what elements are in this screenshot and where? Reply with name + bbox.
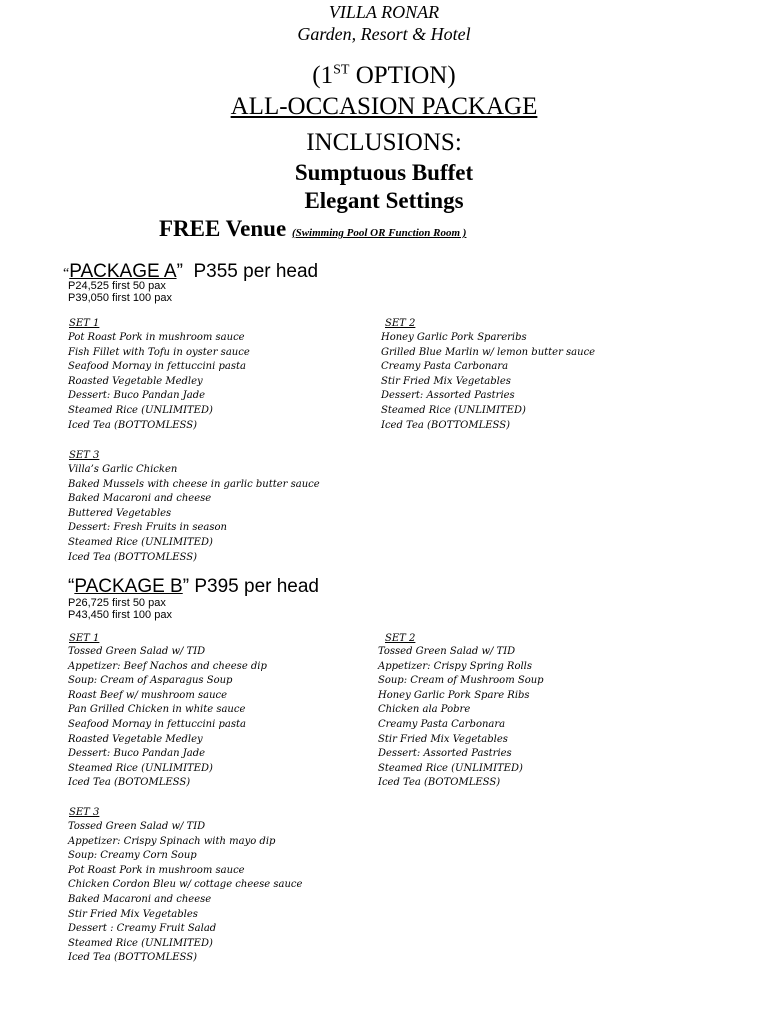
- package-b-set-1-label: SET 1: [69, 633, 100, 644]
- menu-item: Pot Roast Pork in mushroom sauce: [68, 864, 245, 876]
- inclusion-settings: Elegant Settings: [304, 188, 464, 213]
- menu-item: Roasted Vegetable Medley: [68, 375, 203, 387]
- package-b-price-50: P26,725 first 50 pax: [68, 597, 166, 609]
- menu-item: Appetizer: Crispy Spring Rolls: [378, 660, 532, 672]
- menu-item: Roast Beef w/ mushroom sauce: [68, 689, 228, 701]
- menu-item: Steamed Rice (UNLIMITED): [68, 937, 213, 949]
- menu-item: Appetizer: Crispy Spinach with mayo dip: [68, 835, 276, 847]
- venue-line: [159, 216, 466, 242]
- package-b-set-3-list: [68, 820, 302, 966]
- menu-item: Chicken ala Pobre: [378, 704, 471, 716]
- menu-item: Baked Macaroni and cheese: [68, 893, 212, 905]
- package-b-set-2-list: [378, 645, 544, 791]
- menu-item: Tossed Green Salad w/ TID: [68, 646, 206, 657]
- package-a-set-3-label: SET 3: [69, 450, 100, 461]
- menu-item: Steamed Rice (UNLIMITED): [378, 762, 523, 774]
- menu-item: Steamed Rice (UNLIMITED): [68, 762, 213, 774]
- option-close: OPTION): [349, 62, 456, 89]
- menu-item: Appetizer: Beef Nachos and cheese dip: [68, 660, 267, 672]
- resort-subtitle: Garden, Resort & Hotel: [297, 24, 471, 44]
- menu-item: Grilled Blue Marlin w/ lemon butter sauce: [381, 346, 596, 358]
- package-a-close-quote: ”: [176, 261, 183, 282]
- menu-item: Baked Macaroni and cheese: [68, 493, 212, 505]
- menu-item: Dessert: Assorted Pastries: [378, 748, 512, 760]
- menu-item: Iced Tea (BOTTOMLESS): [68, 419, 197, 431]
- package-a-open-quote: “: [63, 266, 70, 281]
- menu-item: Creamy Pasta Carbonara: [378, 718, 506, 730]
- package-b-set-3-label: SET 3: [69, 807, 100, 818]
- menu-item: Steamed Rice (UNLIMITED): [381, 404, 526, 416]
- menu-item: Chicken Cordon Bleu w/ cottage cheese sauce: [68, 879, 303, 891]
- menu-item: Iced Tea (BOTTOMLESS): [68, 952, 197, 964]
- menu-item: Stir Fried Mix Vegetables: [378, 733, 508, 745]
- menu-item: Baked Mussels with cheese in garlic butter sauce: [68, 478, 320, 490]
- menu-item: Dessert: Fresh Fruits in season: [68, 522, 227, 534]
- menu-item: Iced Tea (BOTTOMLESS): [381, 419, 510, 431]
- inclusions-heading: INCLUSIONS:: [306, 129, 462, 156]
- menu-item: Dessert: Buco Pandan Jade: [68, 390, 206, 402]
- package-a-set-2-list: [381, 331, 595, 433]
- inclusion-buffet: Sumptuous Buffet: [294, 160, 474, 185]
- package-b-price-100: P43,450 first 100 pax: [68, 609, 172, 621]
- menu-item: Iced Tea (BOTTOMLESS): [68, 551, 197, 563]
- option-heading: [0, 62, 768, 90]
- option-superscript: ST: [333, 62, 350, 78]
- menu-item: Buttered Vegetables: [68, 507, 172, 519]
- menu-item: Tossed Green Salad w/ TID: [68, 821, 206, 832]
- package-b-open-quote: “: [68, 576, 75, 597]
- venue-note: (Swimming Pool OR Function Room ): [291, 227, 467, 239]
- menu-item: Honey Garlic Pork Spare Ribs: [378, 689, 530, 701]
- menu-item: Roasted Vegetable Medley: [68, 733, 203, 745]
- package-a-price: P355 per head: [193, 261, 319, 282]
- package-b-set-1-list: [68, 645, 267, 791]
- menu-item: Iced Tea (BOTOMLESS): [378, 777, 501, 789]
- package-b-price: P395 per head: [194, 576, 320, 597]
- package-a-set-2-label: SET 2: [385, 318, 416, 329]
- menu-item: Stir Fried Mix Vegetables: [68, 908, 198, 920]
- menu-item: Pan Grilled Chicken in white sauce: [68, 704, 246, 716]
- menu-item: Pot Roast Pork in mushroom sauce: [68, 332, 245, 343]
- package-a-set-1-list: [68, 331, 250, 433]
- option-open: (1: [312, 62, 334, 89]
- package-a-name: PACKAGE A: [69, 261, 177, 282]
- package-title: ALL-OCCASION PACKAGE: [230, 93, 538, 120]
- menu-item: Tossed Green Salad w/ TID: [378, 646, 516, 657]
- package-b-close-quote: ”: [182, 576, 190, 597]
- package-a-set-1-label: SET 1: [69, 318, 100, 329]
- menu-item: Villa’s Garlic Chicken: [68, 464, 178, 475]
- package-b-set-2-label: SET 2: [385, 633, 416, 644]
- menu-item: Dessert: Assorted Pastries: [381, 390, 515, 402]
- menu-item: Steamed Rice (UNLIMITED): [68, 404, 213, 416]
- package-b-title: [68, 576, 319, 598]
- venue-label: FREE Venue: [159, 216, 287, 241]
- menu-item: Honey Garlic Pork Spareribs: [381, 332, 527, 343]
- menu-item: Dessert: Buco Pandan Jade: [68, 748, 206, 760]
- menu-item: Stir Fried Mix Vegetables: [381, 375, 511, 387]
- menu-item: Steamed Rice (UNLIMITED): [68, 536, 213, 548]
- package-b-name: PACKAGE B: [74, 576, 183, 597]
- package-a-price-100: P39,050 first 100 pax: [68, 292, 172, 304]
- menu-item: Dessert : Creamy Fruit Salad: [68, 923, 217, 935]
- resort-name: VILLA RONAR: [328, 2, 440, 22]
- package-a-price-50: P24,525 first 50 pax: [68, 280, 166, 292]
- menu-item: Creamy Pasta Carbonara: [381, 361, 509, 373]
- menu-item: Soup: Cream of Mushroom Soup: [378, 675, 544, 687]
- menu-item: Soup: Creamy Corn Soup: [68, 850, 197, 862]
- menu-item: Seafood Mornay in fettuccini pasta: [68, 361, 246, 373]
- menu-item: Iced Tea (BOTOMLESS): [68, 777, 191, 789]
- menu-item: Soup: Cream of Asparagus Soup: [68, 675, 233, 687]
- package-a-set-3-list: [68, 463, 320, 565]
- menu-item: Fish Fillet with Tofu in oyster sauce: [68, 346, 250, 358]
- menu-item: Seafood Mornay in fettuccini pasta: [68, 718, 246, 730]
